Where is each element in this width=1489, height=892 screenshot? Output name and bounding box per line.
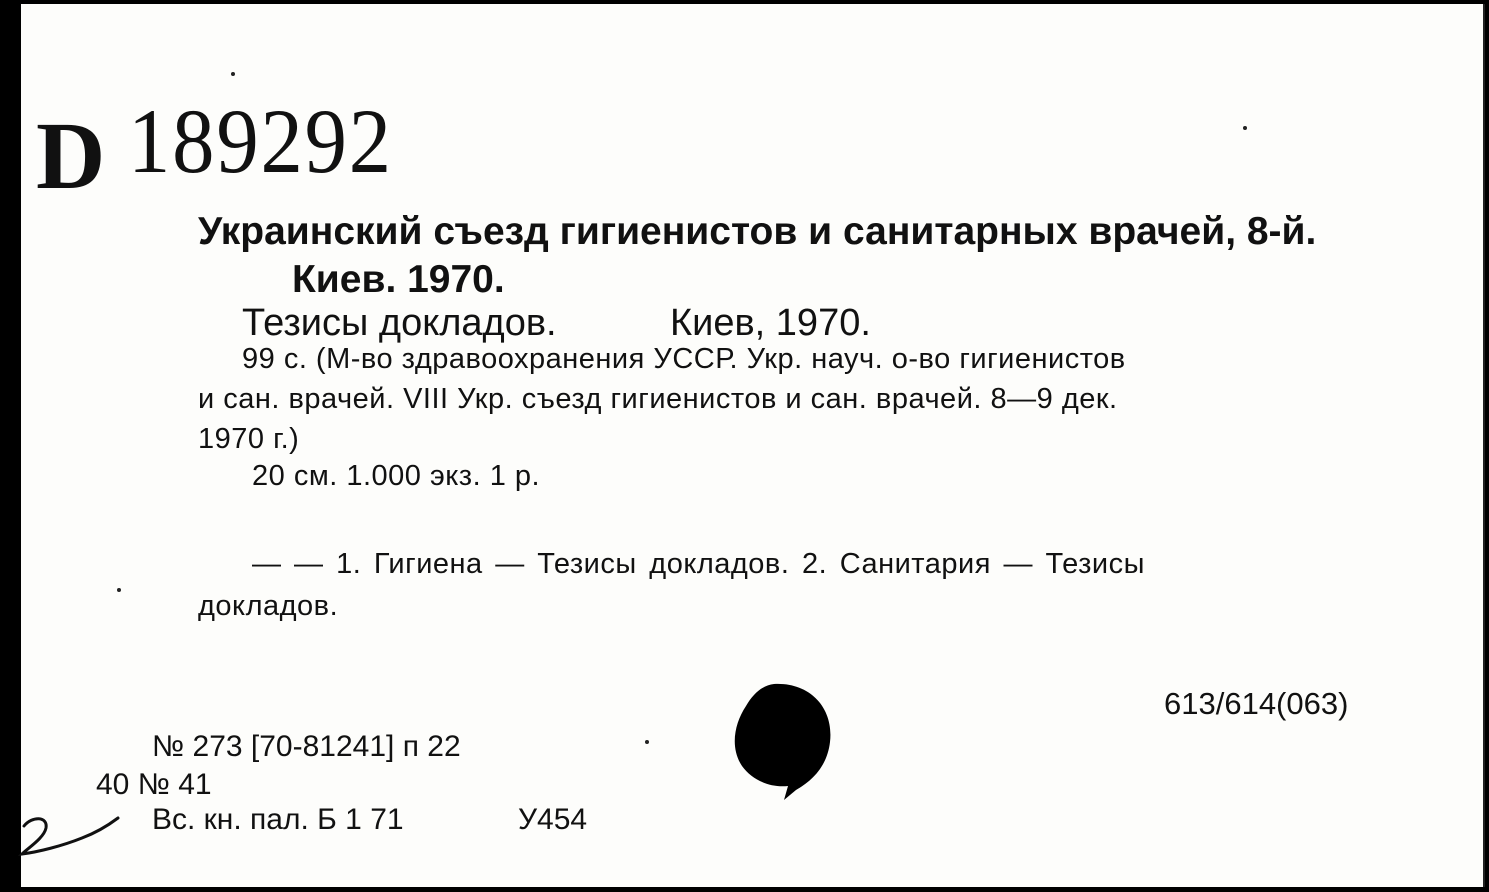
order-number-line-2: 40 № 41 — [96, 768, 212, 801]
description-line-3: 1970 г.) — [198, 423, 300, 455]
punch-hole — [712, 680, 842, 810]
book-title: Тезисы докладов. — [242, 302, 557, 344]
print-speck — [117, 588, 121, 592]
book-chamber-line: Вс. кн. пал. Б 1 71 — [152, 803, 404, 836]
heading-line-2: Киев. 1970. — [292, 258, 505, 301]
physical-description: 20 см. 1.000 экз. 1 р. — [252, 460, 541, 492]
handwritten-mark — [10, 808, 130, 873]
subjects-line-2: докладов. — [198, 590, 339, 622]
description-line-2: и сан. врачей. VIII Укр. съезд гигиенистов и сан. врачей. 8—9 дек. — [198, 383, 1118, 415]
heading-line-1: Украинский съезд гигиенистов и санитарных врачей, 8-й. — [198, 210, 1317, 253]
card-number: 189292 — [128, 90, 393, 192]
print-speck — [645, 740, 649, 744]
publication-place: Киев, 1970. — [670, 302, 871, 344]
book-chamber-code: У454 — [518, 803, 588, 836]
description-line-1: 99 с. (М-во здравоохранения УССР. Укр. науч. о-во гигиенистов — [242, 343, 1126, 375]
subjects-line-1: — — 1. Гигиена — Тезисы докладов. 2. Санитария — Тезисы — [252, 548, 1145, 580]
stamp-letter: D — [36, 102, 104, 209]
print-speck — [231, 72, 235, 76]
udc-classification: 613/614(063) — [1164, 686, 1349, 721]
order-number-line: № 273 [70-81241] п 22 — [152, 730, 461, 763]
print-speck — [1243, 126, 1247, 130]
